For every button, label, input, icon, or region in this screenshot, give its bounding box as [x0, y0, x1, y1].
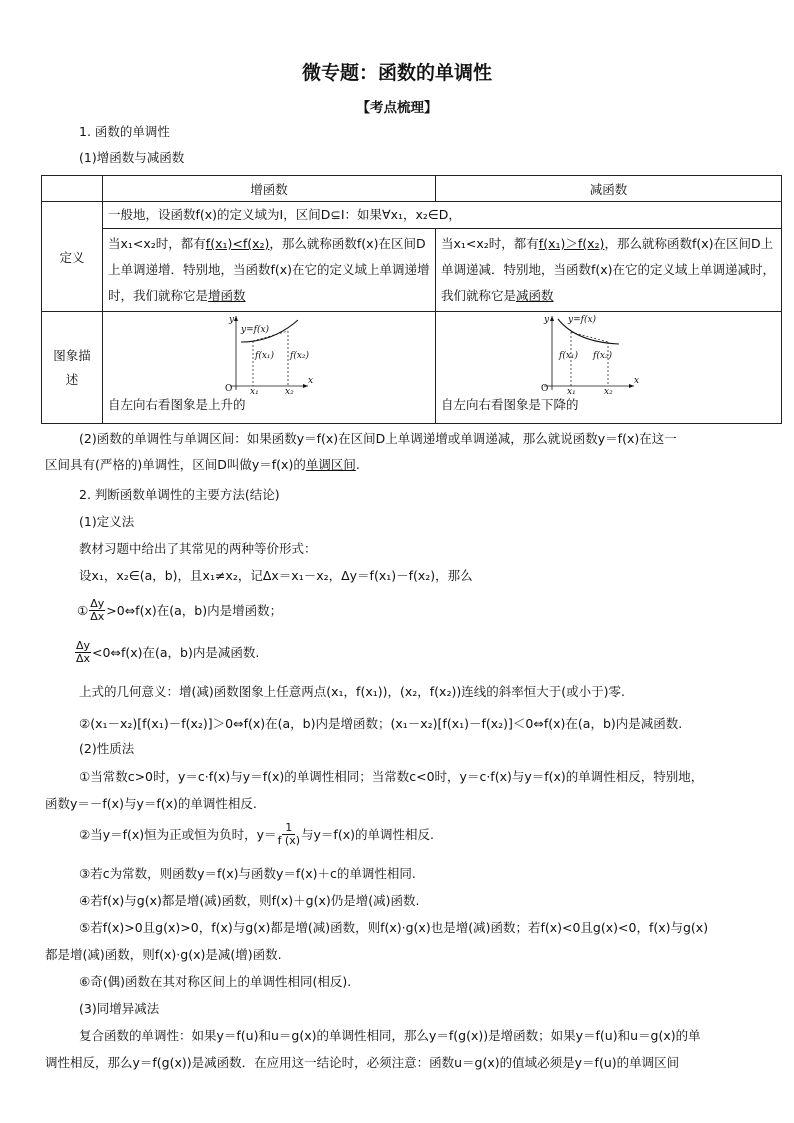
method3-title: (3)同增异减法	[79, 1001, 160, 1016]
criterion1-decreasing: $\frac{\Delta y}{\Delta x}$ <0⇔f(x)在(a，b)内是减函数.	[76, 639, 260, 665]
criterion2: ②(x₁－x₂)[f(x₁)－f(x₂)]＞0⇔f(x)在(a，b)内是增函数；(x₁－x₂)[f(x₁)－f(x₂)]＜0⇔f(x)在(a，b)内是减函数.	[79, 716, 683, 731]
property1-line2: 函数y＝－f(x)与y＝f(x)的单调性相反.	[45, 796, 257, 811]
method1-intro: 教材习题中给出了其常见的两种等价形式：	[79, 541, 317, 556]
decreasing-graph	[441, 312, 776, 394]
section2-heading: 2. 判断函数单调性的主要方法(结论)	[79, 487, 280, 502]
increasing-graph	[108, 312, 418, 394]
increasing-definition: 当x₁<x₂时，都有f(x₁)<f(x₂)，那么就称函数f(x)在区间D上单调递增．特别地，当函数f(x)在它的定义域上单调递增时，我们就称它是增函数	[103, 229, 436, 312]
dec-curve-label: y=f(x)	[568, 315, 597, 325]
dec-f2-label: f(x₂)	[593, 351, 613, 361]
method2-title: (2)性质法	[79, 741, 135, 756]
page-title: 微专题：函数的单调性	[301, 62, 492, 84]
dec-origin-label: O	[541, 384, 549, 394]
inc-x2-label: x₂	[285, 387, 294, 394]
row-graph: 图象描述	[42, 312, 103, 424]
sub2-line1: (2)函数的单调性与单调区间：如果函数y＝f(x)在区间D上单调递增或单调递减，那么就说函数y＝f(x)在这一	[79, 431, 677, 446]
inc-x-label: x	[308, 376, 314, 386]
section-subtitle: 【考点梳理】	[356, 100, 438, 116]
p2-denominator: f (x)	[277, 834, 301, 847]
method1-let: 设x₁，x₂∈(a，b)，且x₁≠x₂，记Δx＝x₁－x₂，Δy＝f(x₁)－f(x₂)，那么	[79, 568, 473, 583]
fraction-numerator: Δy	[90, 597, 105, 610]
decreasing-definition: 当x₁<x₂时，都有f(x₁)＞f(x₂)，那么就称函数f(x)在区间D上单调递减．特别地，当函数f(x)在它的定义域上单调递减时，我们就称它是减函数	[436, 229, 782, 312]
increasing-graph-desc: 自左向右看图象是上升的	[108, 397, 246, 412]
monotonic-table	[41, 175, 782, 424]
inc-y-label: y	[229, 315, 235, 325]
method1-title: (1)定义法	[79, 514, 135, 529]
dec-x2-label: x₂	[604, 387, 613, 394]
row-definition: 定义	[42, 202, 103, 312]
property4: ④若f(x)与g(x)都是增(减)函数，则f(x)＋g(x)仍是增(减)函数.	[79, 893, 420, 908]
fraction-denominator: Δx	[90, 610, 105, 623]
method3-line1: 复合函数的单调性：如果y＝f(u)和u＝g(x)的单调性相同，那么y＝f(g(x))是增函数；如果y＝f(u)和u＝g(x)的单	[79, 1028, 701, 1043]
increasing-graph-cell	[103, 312, 436, 424]
fraction-denominator-2: Δx	[76, 652, 91, 665]
definition-common: 一般地，设函数f(x)的定义域为I，区间D⊆I：如果∀x₁，x₂∈D，	[103, 202, 782, 229]
decreasing-graph-cell	[436, 312, 782, 424]
inc-f1-label: f(x₁)	[255, 351, 275, 361]
dec-x1-label: x₁	[567, 387, 576, 394]
property6: ⑥奇(偶)函数在其对称区间上的单调性相同(相反).	[79, 974, 352, 989]
section1-sub1: (1)增函数与减函数	[79, 150, 185, 165]
property3: ③若c为常数，则函数y＝f(x)与函数y＝f(x)＋c的单调性相同.	[79, 866, 416, 881]
inc-f2-label: f(x₂)	[290, 351, 310, 361]
property2: ②当y＝f(x)恒为正或恒为负时，y＝ $\frac{1}{f (x)}$ 与y＝f(x)的单调性相反.	[79, 821, 434, 847]
sub2-line2: 区间具有(严格的)单调性，区间D叫做y＝f(x)的单调区间.	[45, 457, 360, 472]
property5-line2: 都是增(减)函数，则f(x)·g(x)是减(增)函数.	[45, 947, 282, 962]
property5-line1: ⑤若f(x)>0且g(x)>0，f(x)与g(x)都是增(减)函数，则f(x)·g(x)也是增(减)函数；若f(x)<0且g(x)<0，f(x)与g(x)	[79, 920, 709, 935]
dec-f1-label: f(x₁)	[559, 351, 579, 361]
fraction-numerator-2: Δy	[76, 639, 91, 652]
inc-curve-label: y=f(x)	[241, 325, 270, 335]
geometric-meaning: 上式的几何意义：增(减)函数图象上任意两点(x₁，f(x₁))，(x₂，f(x₂))连线的斜率恒大于(或小于)零.	[79, 684, 625, 699]
criterion1-increasing: ① $\frac{\Delta y}{\Delta x}$ >0⇔f(x)在(a，b)内是增函数；	[77, 597, 283, 623]
property1-line1: ①当常数c>0时，y＝c·f(x)与y＝f(x)的单调性相同；当常数c<0时，y＝c·f(x)与y＝f(x)的单调性相反，特别地，	[79, 769, 704, 784]
dec-x-label: x	[634, 376, 640, 386]
decreasing-graph-desc: 自左向右看图象是下降的	[441, 397, 579, 412]
dec-y-label: y	[544, 315, 550, 325]
section1-heading: 1. 函数的单调性	[79, 124, 170, 139]
method3-line2: 调性相反，那么y＝f(g(x))是减函数．在应用这一结论时，必须注意：函数u＝g(x)的值域必须是y＝f(u)的单调区间	[45, 1055, 680, 1070]
inc-x1-label: x₁	[250, 387, 259, 394]
col-increasing: 增函数	[103, 176, 436, 202]
table-corner	[42, 176, 103, 202]
col-decreasing: 减函数	[436, 176, 782, 202]
p2-numerator: 1	[282, 822, 295, 835]
inc-origin-label: O	[225, 384, 233, 394]
